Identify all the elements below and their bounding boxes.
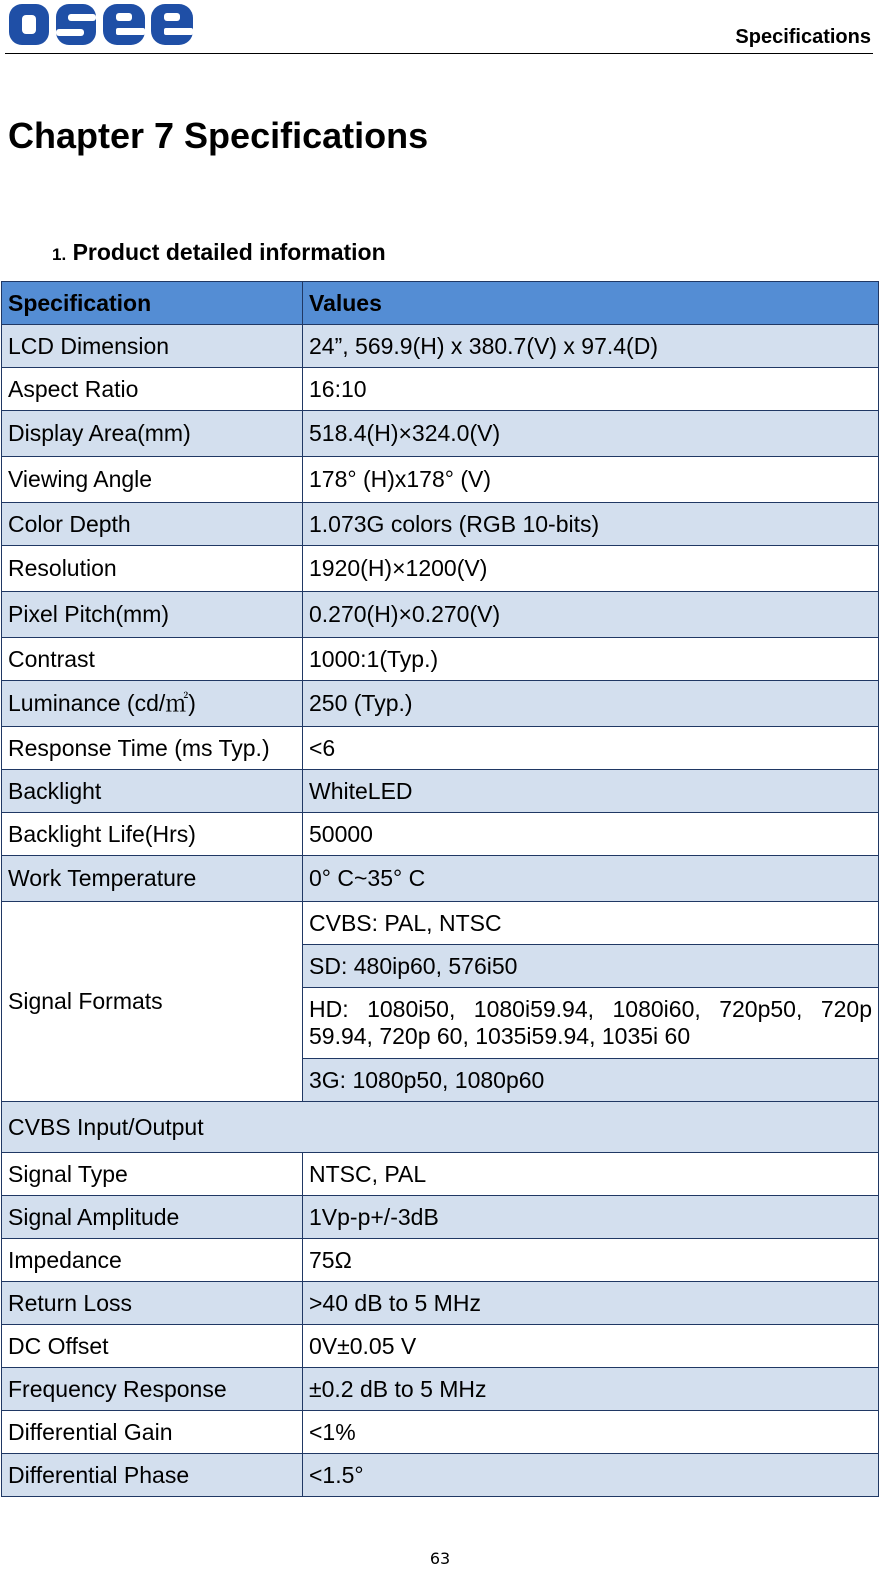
table-row bbox=[2, 457, 879, 503]
spec-value: 178° (H)x178° (V) bbox=[303, 457, 879, 503]
table-row bbox=[2, 770, 879, 813]
spec-value: <1% bbox=[303, 1411, 879, 1454]
spec-name: Response Time (ms Typ.) bbox=[2, 727, 303, 770]
spec-name: Contrast bbox=[2, 638, 303, 681]
spec-value: >40 dB to 5 MHz bbox=[303, 1282, 879, 1325]
spec-value: 16:10 bbox=[303, 368, 879, 411]
signal-format-value: 3G: 1080p50, 1080p60 bbox=[303, 1059, 879, 1102]
spec-value: 75Ω bbox=[303, 1239, 879, 1282]
table-row bbox=[2, 638, 879, 681]
table-row bbox=[2, 1282, 879, 1325]
spec-value: ±0.2 dB to 5 MHz bbox=[303, 1368, 879, 1411]
spec-value: 1.073G colors (RGB 10-bits) bbox=[303, 503, 879, 546]
spec-name: Work Temperature bbox=[2, 856, 303, 902]
spec-name: Signal Amplitude bbox=[2, 1196, 303, 1239]
specifications-table bbox=[1, 281, 879, 1497]
spec-name: LCD Dimension bbox=[2, 325, 303, 368]
table-row bbox=[2, 1239, 879, 1282]
spec-value: <6 bbox=[303, 727, 879, 770]
table-row bbox=[2, 411, 879, 457]
section-heading bbox=[52, 238, 386, 269]
spec-name: Display Area(mm) bbox=[2, 411, 303, 457]
spec-value: 0.270(H)×0.270(V) bbox=[303, 592, 879, 638]
spec-name: Frequency Response bbox=[2, 1368, 303, 1411]
table-row bbox=[2, 1368, 879, 1411]
table-row bbox=[2, 727, 879, 770]
spec-value: 250 (Typ.) bbox=[303, 681, 879, 727]
table-header-row bbox=[2, 282, 879, 325]
chapter-title: Chapter 7 Specifications bbox=[8, 115, 429, 156]
spec-name: Color Depth bbox=[2, 503, 303, 546]
table-row bbox=[2, 902, 879, 945]
spec-name: Signal Type bbox=[2, 1153, 303, 1196]
spec-value: 518.4(H)×324.0(V) bbox=[303, 411, 879, 457]
table-row bbox=[2, 1196, 879, 1239]
section-title: Product detailed information bbox=[72, 239, 386, 265]
spec-name: Differential Gain bbox=[2, 1411, 303, 1454]
column-header-values: Values bbox=[303, 282, 879, 325]
section-band-row bbox=[2, 1102, 879, 1153]
table-row bbox=[2, 681, 879, 727]
table-row bbox=[2, 1454, 879, 1497]
signal-format-value: HD: 1080i50, 1080i59.94, 1080i60, 720p50, 720p 59.94, 720p 60, 1035i59.94, 1035i 60 bbox=[303, 988, 879, 1059]
spec-name: Aspect Ratio bbox=[2, 368, 303, 411]
spec-value: 24”, 569.9(H) x 380.7(V) x 97.4(D) bbox=[303, 325, 879, 368]
column-header-specification: Specification bbox=[2, 282, 303, 325]
spec-name: Luminance (cd/㎡) bbox=[2, 681, 303, 727]
signal-format-value: SD: 480ip60, 576i50 bbox=[303, 945, 879, 988]
table-row bbox=[2, 1411, 879, 1454]
spec-name: Return Loss bbox=[2, 1282, 303, 1325]
header-divider bbox=[5, 53, 873, 54]
page-number: 63 bbox=[429, 1549, 451, 1568]
spec-value: WhiteLED bbox=[303, 770, 879, 813]
cvbs-section-title: CVBS Input/Output bbox=[2, 1102, 879, 1153]
spec-value: NTSC, PAL bbox=[303, 1153, 879, 1196]
spec-value: <1.5° bbox=[303, 1454, 879, 1497]
table-row bbox=[2, 856, 879, 902]
spec-name: Resolution bbox=[2, 546, 303, 592]
spec-name: Viewing Angle bbox=[2, 457, 303, 503]
table-row bbox=[2, 503, 879, 546]
spec-name: Differential Phase bbox=[2, 1454, 303, 1497]
table-row bbox=[2, 546, 879, 592]
spec-name: Backlight bbox=[2, 770, 303, 813]
osee-logo bbox=[8, 2, 193, 48]
spec-value: 1000:1(Typ.) bbox=[303, 638, 879, 681]
table-row bbox=[2, 1153, 879, 1196]
spec-value: 50000 bbox=[303, 813, 879, 856]
table-row bbox=[2, 325, 879, 368]
spec-value: 1Vp-p+/-3dB bbox=[303, 1196, 879, 1239]
table-row bbox=[2, 368, 879, 411]
table-row bbox=[2, 813, 879, 856]
spec-name: Impedance bbox=[2, 1239, 303, 1282]
table-row bbox=[2, 1325, 879, 1368]
table-row bbox=[2, 592, 879, 638]
section-number: 1. bbox=[52, 245, 67, 264]
spec-name: DC Offset bbox=[2, 1325, 303, 1368]
spec-value: 0° C~35° C bbox=[303, 856, 879, 902]
running-header: Specifications bbox=[735, 26, 871, 48]
spec-value: 0V±0.05 V bbox=[303, 1325, 879, 1368]
spec-value: 1920(H)×1200(V) bbox=[303, 546, 879, 592]
spec-name: Backlight Life(Hrs) bbox=[2, 813, 303, 856]
spec-name: Pixel Pitch(mm) bbox=[2, 592, 303, 638]
spec-name-signal-formats: Signal Formats bbox=[2, 902, 303, 1102]
signal-format-value: CVBS: PAL, NTSC bbox=[303, 902, 879, 945]
